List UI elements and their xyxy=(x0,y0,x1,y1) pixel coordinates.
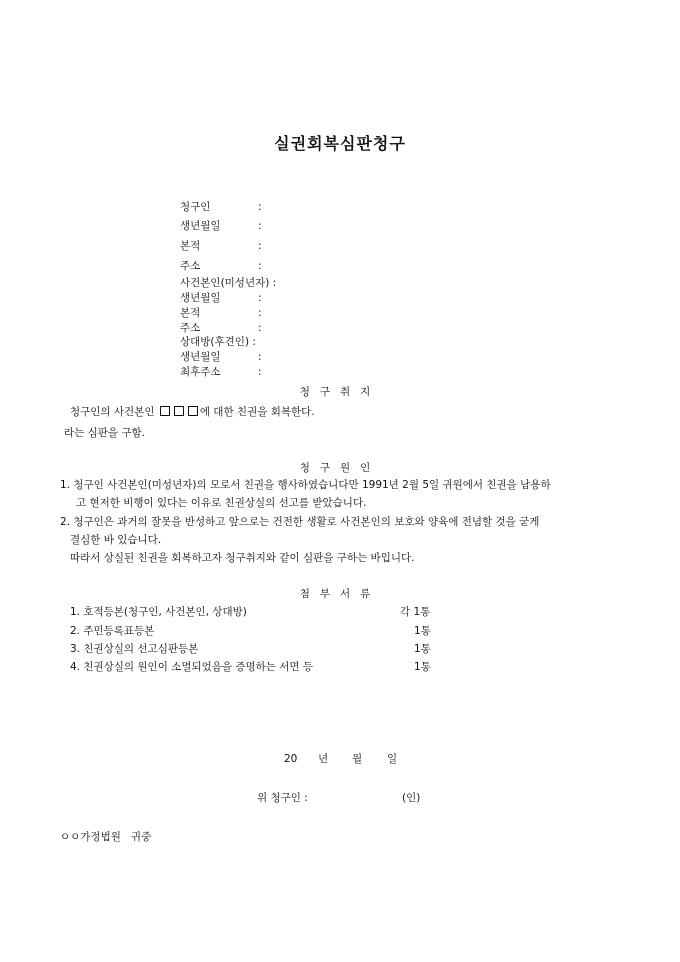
claimant-birth-colon: : xyxy=(258,220,262,232)
opponent-address-label: 최후주소 xyxy=(180,366,221,378)
cause-item-1-line-1: 1. 청구인 사건본인(미성년자)의 모로서 친권을 행사하였습니다만 1991년 2월 5일 귀원에서 친권을 남용하 xyxy=(60,479,551,491)
date-month-unit: 월 xyxy=(352,753,363,765)
opponent-birth-label: 생년월일 xyxy=(180,351,221,363)
claimant-origin-label: 본적 xyxy=(180,240,201,252)
attachment-item: 1. 호적등본(청구인, 사건본인, 상대방) xyxy=(70,606,247,618)
subject-origin-colon: : xyxy=(258,307,262,319)
subject-address-label: 주소 xyxy=(180,322,201,334)
date-day-unit: 일 xyxy=(387,753,398,765)
opponent-birth-colon: : xyxy=(258,351,262,363)
purpose-line-1 xyxy=(70,405,315,419)
purpose-line-2: 라는 심판을 구함. xyxy=(64,427,146,439)
cause-item-2-line-2: 결심한 바 있습니다. xyxy=(70,534,162,546)
attachment-item: 2. 주민등록표등본 xyxy=(70,625,155,637)
claimant-colon: : xyxy=(258,201,262,213)
signature-label: 위 청구인 : xyxy=(257,792,308,804)
attachments-heading: 첨부서류 xyxy=(299,588,381,600)
subject-birth-colon: : xyxy=(258,292,262,304)
attachment-item: 4. 친권상실의 원인이 소멸되었음을 증명하는 서면 등 xyxy=(70,661,314,673)
claimant-origin-colon: : xyxy=(258,240,262,252)
blank-box-3 xyxy=(188,406,198,416)
attachment-count: 1통 xyxy=(414,643,431,655)
subject-birth-label: 생년월일 xyxy=(180,292,221,304)
blank-box-2 xyxy=(174,406,184,416)
cause-heading: 청구원인 xyxy=(299,462,381,474)
subject-address-colon: : xyxy=(258,322,262,334)
opponent-address-colon: : xyxy=(258,366,262,378)
purpose-line-1-prefix: 청구인의 사건본인 xyxy=(70,406,155,418)
claimant-address-colon: : xyxy=(258,260,262,272)
date-year-unit: 년 xyxy=(318,753,329,765)
attachment-count: 각 1통 xyxy=(400,606,431,618)
attachment-count: 1통 xyxy=(414,625,431,637)
purpose-line-1-suffix: 에 대한 친권을 회복한다. xyxy=(199,406,315,418)
opponent-label: 상대방(후견인) : xyxy=(180,336,256,348)
cause-item-1-line-2: 고 현저한 비행이 있다는 이유로 친권상실의 선고를 받았습니다. xyxy=(76,497,367,509)
cause-item-2-line-3: 따라서 상실된 친권을 회복하고자 청구취지와 같이 심판을 구하는 바입니다. xyxy=(70,552,415,564)
court-addressee: ㅇㅇ가정법원 귀중 xyxy=(60,831,152,843)
date-year: 20 xyxy=(284,753,298,765)
cause-item-2-line-1: 2. 청구인은 과거의 잘못을 반성하고 앞으로는 건전한 생활로 사건본인의 보호와 양육에 전념할 것을 굳게 xyxy=(60,516,540,528)
attachment-count: 1통 xyxy=(414,661,431,673)
blank-box-1 xyxy=(160,406,170,416)
seal-mark: (인) xyxy=(402,792,421,804)
attachment-item: 3. 친권상실의 선고심판등본 xyxy=(70,643,199,655)
claimant-birth-label: 생년월일 xyxy=(180,220,221,232)
purpose-heading: 청구취지 xyxy=(299,386,381,398)
subject-label: 사건본인(미성년자) : xyxy=(180,277,277,289)
claimant-label: 청구인 xyxy=(180,201,211,213)
subject-origin-label: 본적 xyxy=(180,307,201,319)
page-title: 실권회복심판청구 xyxy=(274,134,406,153)
claimant-address-label: 주소 xyxy=(180,260,201,272)
